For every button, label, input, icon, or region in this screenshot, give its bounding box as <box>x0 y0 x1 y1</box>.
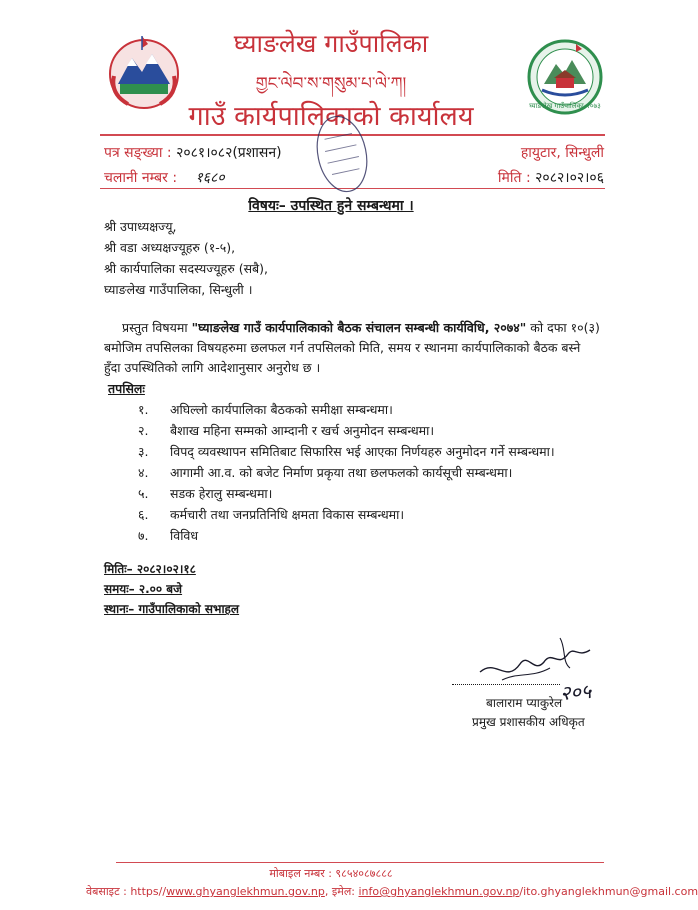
tapsil-item-number: १. <box>138 402 149 417</box>
logo-caption: घ्याङलेख गाउँपालिका-२०७३ <box>529 102 601 110</box>
body-line-1-post: को दफा १०(३) <box>526 320 600 335</box>
dispatch-value: १६८० <box>195 170 225 186</box>
tapsil-item-text: सडक हेरालु सम्बन्धमा। <box>170 486 273 501</box>
tapsil-item-number: ३. <box>138 444 149 459</box>
footer-mobile: मोबाइल नम्बर : ९८५४०८७८८८ <box>269 867 393 880</box>
location: हायुटार, सिन्धुली <box>520 145 604 161</box>
procedure-title: "घ्याङलेख गाउँ कार्यपालिकाको बैठक संचालन सम्बन्धी कार्यविधि, २०७४" <box>191 320 527 335</box>
subject-text: विषयः– उपस्थित हुने सम्बन्धमा । <box>248 198 414 214</box>
email-link[interactable]: info@ghyanglekhmun.gov.np <box>358 885 520 898</box>
signatory-name: बालाराम प्याकुरेल <box>486 696 563 710</box>
tapsil-item-text: बैशाख महिना सम्मको आम्दानी र खर्च अनुमोदन सम्बन्धमा। <box>170 423 435 438</box>
recipient-1: श्री उपाध्यक्षज्यू, <box>104 219 177 234</box>
municipality-name-tibetan: གྱང་ལེབ་ས་གསུམ་པ་ལེ་ཀ། <box>255 74 407 94</box>
body-line-1 <box>122 318 627 338</box>
date-value: २०८२।०२।०६ <box>535 170 604 186</box>
signature-date: २०५ <box>559 678 593 706</box>
dispatch-number <box>104 168 225 187</box>
footer-rule <box>116 862 604 863</box>
body-line-1-pre: प्रस्तुत विषयमा <box>122 320 192 335</box>
tapsil-item-text: अघिल्लो कार्यपालिका बैठकको समीक्षा सम्बन्धमा। <box>170 402 393 417</box>
tapsil-item-number: ६. <box>138 507 149 522</box>
recipient-3: श्री कार्यपालिका सदस्यज्यूहरु (सबै), <box>104 261 269 276</box>
municipality-name: घ्याङलेख गाउँपालिका <box>233 29 429 58</box>
tapsil-item-text: आगामी आ.व. को बजेट निर्माण प्रकृया तथा छलफलको कार्यसूची सम्बन्धमा। <box>170 465 513 480</box>
meeting-date: मितिः– २०८२।०२।१८ <box>104 562 196 576</box>
meeting-time: समयः– २.०० बजे <box>104 582 183 596</box>
tapsil-item-number: २. <box>138 423 149 438</box>
date-label: मिति : <box>497 170 531 186</box>
website-link[interactable]: www.ghyanglekhmun.gov.np <box>166 885 325 898</box>
email-secondary[interactable]: /ito.ghyanglekhmun@gmail.com <box>519 885 698 898</box>
tapsil-item-number: ७. <box>138 528 149 543</box>
email-label: , इमेल: <box>324 885 359 898</box>
meeting-place: स्थानः– गाउँपालिकाको सभाहल <box>104 602 240 616</box>
dispatch-label: चलानी नम्बर : <box>104 170 178 186</box>
letter-date <box>456 168 604 187</box>
recipient-2: श्री वडा अध्यक्षज्यूहरु (१-५), <box>104 240 236 255</box>
signature-dotted-line <box>452 684 560 685</box>
tapsil-item-number: ४. <box>138 465 149 480</box>
office-name: गाउँ कार्यपालिकाको कार्यालय <box>188 101 474 132</box>
recipient-4: घ्याङलेख गाउँपालिका, सिन्धुली । <box>104 282 253 297</box>
body-line-3: हुँदा उपस्थितिको लागि आदेशानुसार अनुरोध छ । <box>104 360 321 375</box>
reference-number <box>104 143 282 162</box>
tapsil-heading: तपसिलः <box>108 381 145 396</box>
tapsil-item-text: विपद् व्यवस्थापन समितिबाट सिफारिस भई आएका निर्णयहरु अनुमोदन गर्ने सम्बन्धमा। <box>170 444 555 459</box>
tapsil-item-text: विविध <box>170 528 199 543</box>
tapsil-item-number: ५. <box>138 486 149 501</box>
footer-contact <box>86 884 698 899</box>
body-line-2: बमोजिम तपसिलका विषयहरुमा छलफल गर्न तपसिलको मिति, समय र स्थानमा कार्यपालिकाको बैठक बस्ने <box>104 340 581 355</box>
reference-value: २०८१।०८२(प्रशासन) <box>176 145 282 161</box>
website-prefix: https// <box>130 885 167 898</box>
tapsil-item-text: कर्मचारी तथा जनप्रतिनिधि क्षमता विकास सम्बन्धमा। <box>170 507 405 522</box>
reference-label: पत्र सङ्ख्या : <box>104 145 172 161</box>
signatory-title: प्रमुख प्रशासकीय अधिकृत <box>472 715 585 729</box>
website-label: वेबसाइट : <box>86 885 131 898</box>
subject-line <box>0 196 662 215</box>
